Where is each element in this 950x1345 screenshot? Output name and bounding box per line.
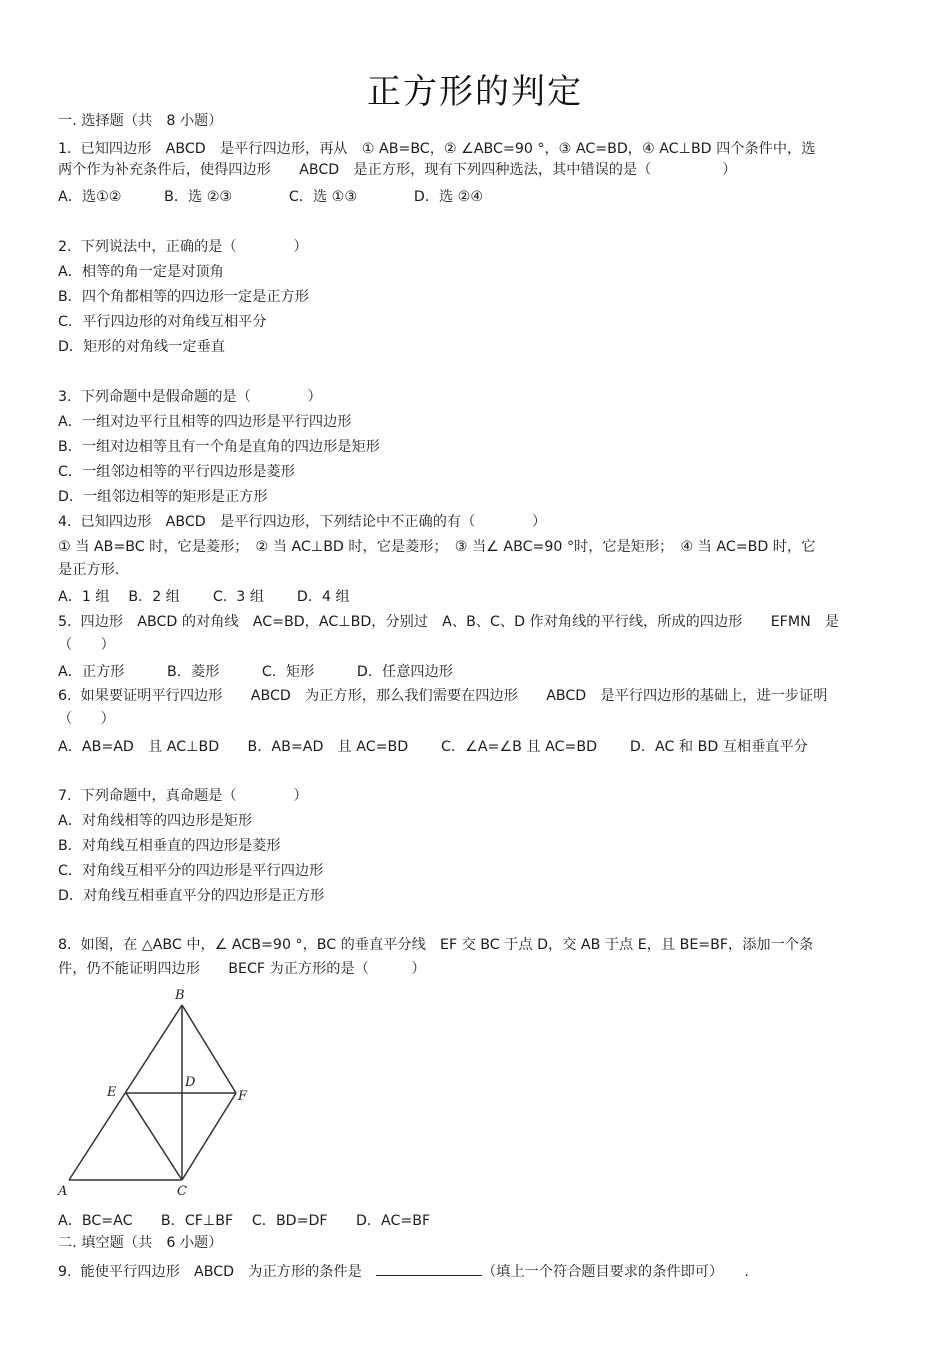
section-heading-fill: 二. 填空题（共 6 小题） bbox=[58, 1235, 223, 1251]
q2-option-c: C．平行四边形的对角线互相平分 bbox=[58, 314, 267, 330]
q1-options: A．选①② B．选 ②③ C．选 ①③ D．选 ②④ bbox=[58, 189, 484, 205]
q3-option-a: A．一组对边平行且相等的四边形是平行四边形 bbox=[58, 414, 352, 430]
point-label-b: B bbox=[175, 988, 185, 1003]
q8-stem-line2: 件，仍不能证明四边形 BECF 为正方形的是（ ） bbox=[58, 961, 426, 977]
q3-option-d: D．一组邻边相等的矩形是正方形 bbox=[58, 489, 268, 505]
q7-stem: 7. 下列命题中，真命题是（ ） bbox=[58, 788, 308, 804]
q5-stem-line2: （ ） bbox=[58, 637, 115, 653]
point-label-e: E bbox=[107, 1085, 117, 1100]
q2-option-b: B．四个角都相等的四边形一定是正方形 bbox=[58, 289, 309, 305]
q9-line bbox=[58, 1261, 749, 1282]
q4-conditions-line1: ① 当 AB=BC 时，它是菱形； ② 当 AC⊥BD 时，它是菱形； ③ 当∠ ABC=90 °时，它是矩形； ④ 当 AC=BD 时，它 bbox=[58, 539, 816, 555]
q3-option-c: C．一组邻边相等的平行四边形是菱形 bbox=[58, 464, 295, 480]
q4-stem: 4. 已知四边形 ABCD 是平行四边形，下列结论中不正确的有（ ） bbox=[58, 514, 547, 530]
point-label-d: D bbox=[185, 1075, 196, 1090]
q7-option-b: B．对角线互相垂直的四边形是菱形 bbox=[58, 838, 281, 854]
q4-options: A．1 组 B．2 组 C. 3 组 D．4 组 bbox=[58, 589, 350, 605]
q5-options: A．正方形 B．菱形 C．矩形 D．任意四边形 bbox=[58, 664, 453, 680]
q2-option-d: D．矩形的对角线一定垂直 bbox=[58, 339, 225, 355]
q7-option-a: A．对角线相等的四边形是矩形 bbox=[58, 813, 253, 829]
q5-stem-line1: 5. 四边形 ABCD 的对角线 AC=BD，AC⊥BD，分别过 A、B、C、D 作对角线的平行线，所成的四边形 EFMN 是 bbox=[58, 614, 840, 630]
q9-answer-blank[interactable] bbox=[376, 1261, 482, 1276]
q9-stem: 9. 能使平行四边形 ABCD 为正方形的条件是 bbox=[58, 1264, 376, 1280]
q3-stem: 3. 下列命题中是假命题的是（ ） bbox=[58, 389, 322, 405]
section-heading-choice: 一. 选择题（共 8 小题） bbox=[58, 113, 223, 129]
q9-hint: （填上一个符合题目要求的条件即可） . bbox=[481, 1264, 749, 1280]
q8-geometry-figure bbox=[54, 985, 264, 1200]
q8-options: A．BC=AC B．CF⊥BF C．BD=DF D．AC=BF bbox=[58, 1213, 431, 1229]
q2-option-a: A．相等的角一定是对顶角 bbox=[58, 264, 224, 280]
q8-stem-line1: 8. 如图，在 △ABC 中，∠ ACB=90 °，BC 的垂直平分线 EF 交 BC 于点 D，交 AB 于点 E，且 BE=BF，添加一个条 bbox=[58, 937, 814, 953]
point-label-c: C bbox=[177, 1184, 187, 1199]
point-label-a: A bbox=[58, 1184, 68, 1199]
q3-option-b: B．一组对边相等且有一个角是直角的四边形是矩形 bbox=[58, 439, 380, 455]
q1-stem-line1: 1. 已知四边形 ABCD 是平行四边形，再从 ① AB=BC，② ∠ABC=90 °，③ AC=BD，④ AC⊥BD 四个条件中，选 bbox=[58, 141, 816, 157]
q1-stem-line2: 两个作为补充条件后，使得四边形 ABCD 是正方形，现有下列四种选法，其中错误的是（ ） bbox=[58, 162, 737, 178]
point-label-f: F bbox=[238, 1089, 248, 1104]
q7-option-d: D．对角线互相垂直平分的四边形是正方形 bbox=[58, 888, 325, 904]
q4-conditions-line2: 是正方形. bbox=[58, 562, 120, 578]
segment-ec bbox=[126, 1093, 182, 1180]
q6-stem-line1: 6. 如果要证明平行四边形 ABCD 为正方形，那么我们需要在四边形 ABCD 是平行四边形的基础上，进一步证明 bbox=[58, 688, 828, 704]
q7-option-c: C．对角线互相平分的四边形是平行四边形 bbox=[58, 863, 324, 879]
q6-options: A．AB=AD 且 AC⊥BD B．AB=AD 且 AC=BD C．∠A=∠B 且 AC=BD D．AC 和 BD 互相垂直平分 bbox=[58, 739, 808, 755]
page-title: 正方形的判定 bbox=[367, 72, 583, 112]
segment-fc bbox=[182, 1093, 236, 1180]
triangle-and-rhombus-lines bbox=[69, 1005, 236, 1180]
q2-stem: 2. 下列说法中，正确的是（ ） bbox=[58, 239, 308, 255]
q6-stem-line2: （ ） bbox=[58, 711, 115, 727]
